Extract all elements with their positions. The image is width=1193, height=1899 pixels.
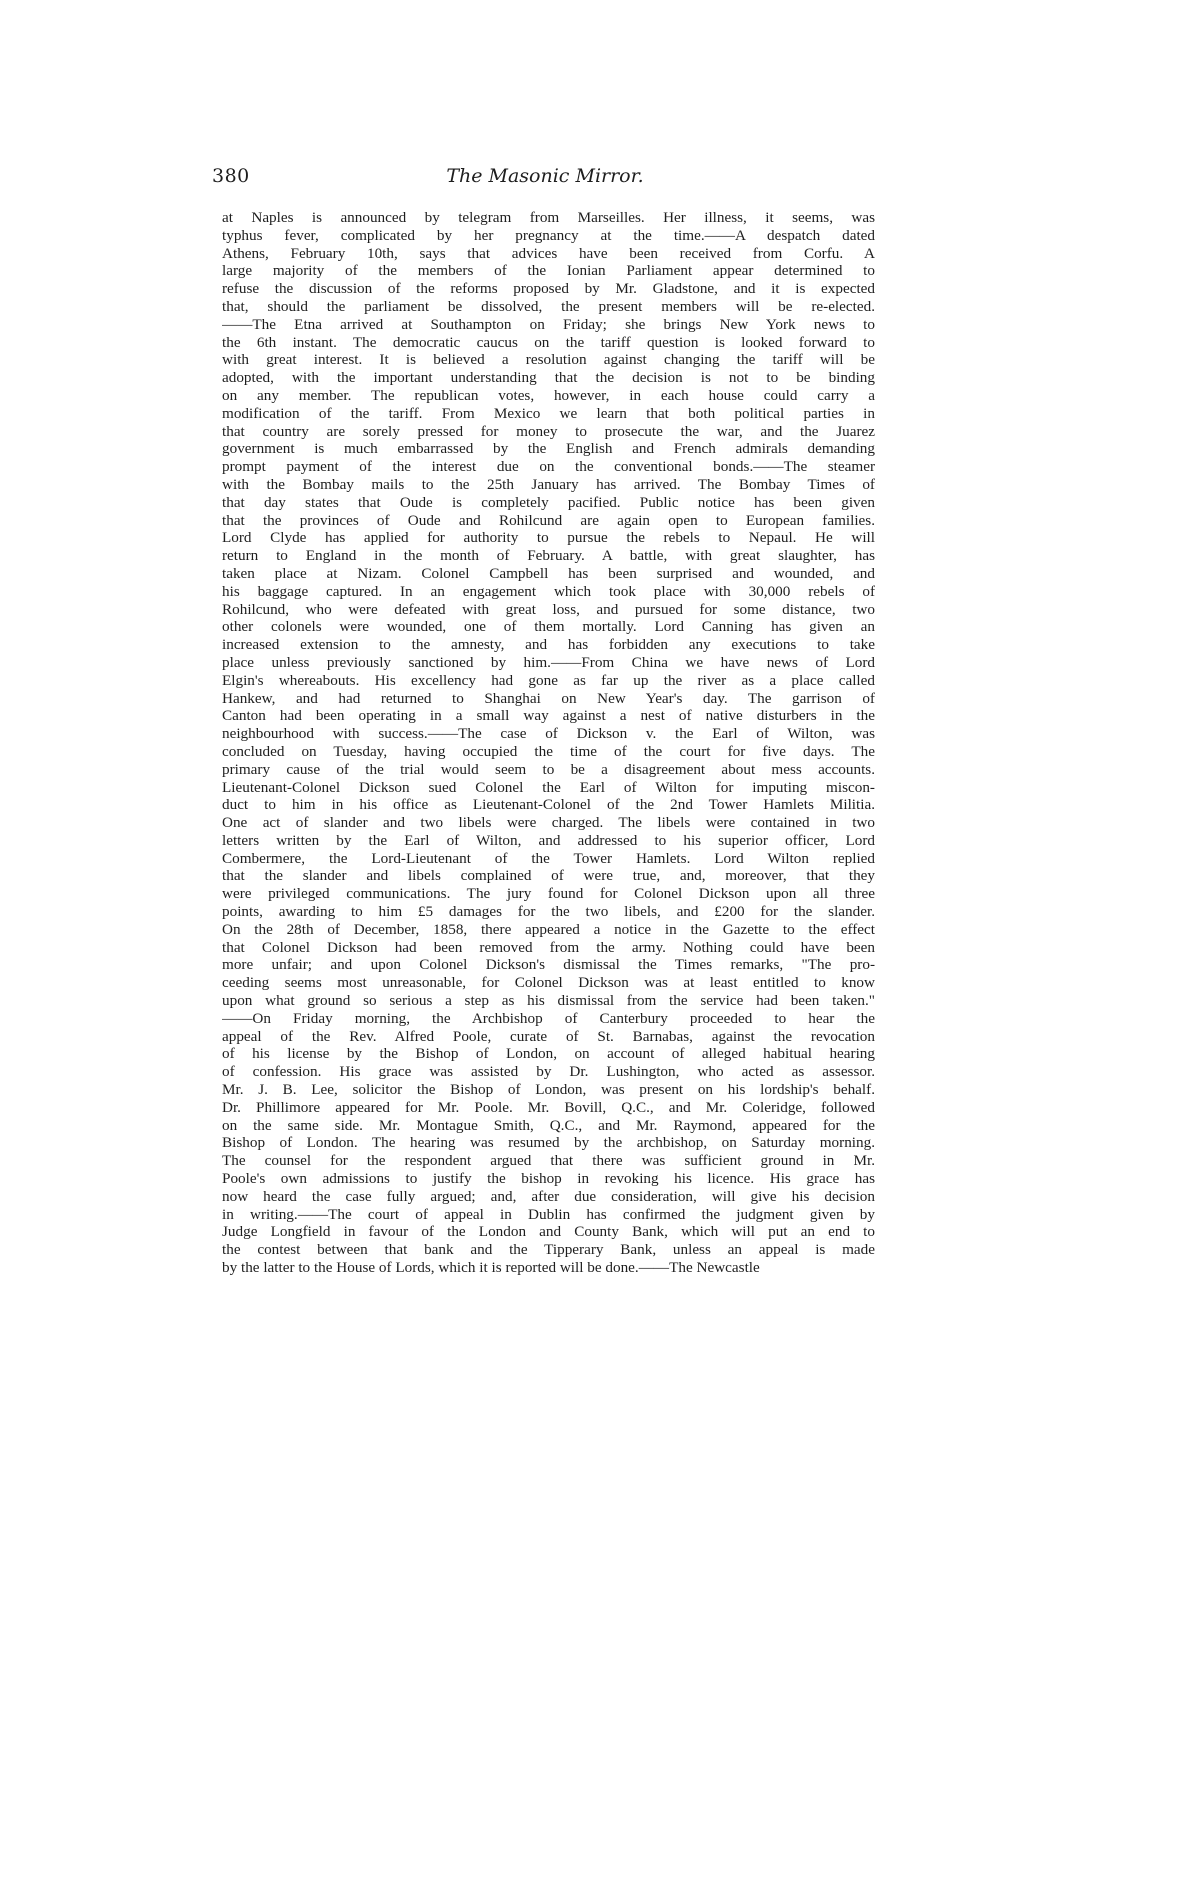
text-line: duct to him in his office as Lieutenant-Colonel of the 2nd Tower Hamlets Militia. [222,796,875,814]
text-line: that, should the parliament be dissolved, the present members will be re-elected. [222,297,875,315]
text-line: Athens, February 10th, says that advices have been received from Corfu. A [222,244,875,262]
text-line: appeal of the Rev. Alfred Poole, curate of St. Barnabas, against the revocation [222,1027,875,1045]
text-line: typhus fever, complicated by her pregnancy at the time.——A despatch dated [222,226,875,244]
text-line: that day states that Oude is completely pacified. Public notice has been given [222,493,875,511]
text-line: return to England in the month of February. A battle, with great slaughter, has [222,547,875,565]
text-line: The counsel for the respondent argued that there was sufficient ground in Mr. [222,1152,875,1170]
text-line: Lieutenant-Colonel Dickson sued Colonel the Earl of Wilton for imputing miscon- [222,778,875,796]
text-line: on any member. The republican votes, however, in each house could carry a [222,386,875,404]
text-line: the contest between that bank and the Tipperary Bank, unless an appeal is made [222,1241,875,1259]
text-line: Dr. Phillimore appeared for Mr. Poole. Mr. Bovill, Q.C., and Mr. Coleridge, followed [222,1098,875,1116]
text-line: taken place at Nizam. Colonel Campbell has been surprised and wounded, and [222,564,875,582]
text-line: more unfair; and upon Colonel Dickson's dismissal the Times remarks, "The pro- [222,956,875,974]
text-line: primary cause of the trial would seem to be a disagreement about mess accounts. [222,760,875,778]
text-line: Lord Clyde has applied for authority to pursue the rebels to Nepaul. He will [222,529,875,547]
text-line: ceeding seems most unreasonable, for Colonel Dickson was at least entitled to know [222,974,875,992]
text-line: his baggage captured. In an engagement which took place with 30,000 rebels of [222,582,875,600]
text-line: of his license by the Bishop of London, on account of alleged habitual hearing [222,1045,875,1063]
text-line: other colonels were wounded, one of them mortally. Lord Canning has given an [222,618,875,636]
running-title: The Masonic Mirror. [446,165,644,187]
page-number: 380 [212,165,250,187]
text-line: modification of the tariff. From Mexico we learn that both political parties in [222,404,875,422]
text-line: adopted, with the important understanding that the decision is not to be binding [222,369,875,387]
text-line: of confession. His grace was assisted by Dr. Lushington, who acted as assessor. [222,1063,875,1081]
text-line: Hankew, and had returned to Shanghai on New Year's day. The garrison of [222,689,875,707]
text-line: neighbourhood with success.——The case of Dickson v. the Earl of Wilton, was [222,725,875,743]
text-line: with the Bombay mails to the 25th January has arrived. The Bombay Times of [222,475,875,493]
text-line: by the latter to the House of Lords, which it is reported will be done.——The Newcastle [222,1259,760,1277]
text-line: One act of slander and two libels were charged. The libels were contained in two [222,814,875,832]
text-line: refuse the discussion of the reforms proposed by Mr. Gladstone, and it is expected [222,280,875,298]
text-line: Combermere, the Lord-Lieutenant of the Tower Hamlets. Lord Wilton replied [222,849,875,867]
text-line: that Colonel Dickson had been removed from the army. Nothing could have been [222,938,875,956]
text-line: ——The Etna arrived at Southampton on Friday; she brings New York news to [222,315,875,333]
text-line: Poole's own admissions to justify the bishop in revoking his licence. His grace has [222,1170,875,1188]
text-line: place unless previously sanctioned by him.——From China we have news of Lord [222,653,875,671]
text-line: letters written by the Earl of Wilton, and addressed to his superior officer, Lord [222,831,875,849]
article-body [222,209,875,1277]
text-line: Elgin's whereabouts. His excellency had gone as far up the river as a place called [222,671,875,689]
text-line: that the slander and libels complained of were true, and, moreover, that they [222,867,875,885]
text-line: points, awarding to him £5 damages for the two libels, and £200 for the slander. [222,903,875,921]
text-line: in writing.——The court of appeal in Dublin has confirmed the judgment given by [222,1205,875,1223]
text-line: on the same side. Mr. Montague Smith, Q.C., and Mr. Raymond, appeared for the [222,1116,875,1134]
text-line: with great interest. It is believed a resolution against changing the tariff will be [222,351,875,369]
text-line: concluded on Tuesday, having occupied the time of the court for five days. The [222,742,875,760]
text-line: Mr. J. B. Lee, solicitor the Bishop of London, was present on his lordship's behalf. [222,1081,875,1099]
text-line: Bishop of London. The hearing was resumed by the archbishop, on Saturday morning. [222,1134,875,1152]
text-line: prompt payment of the interest due on the conventional bonds.——The steamer [222,458,875,476]
text-line: were privileged communications. The jury found for Colonel Dickson upon all three [222,885,875,903]
text-line: at Naples is announced by telegram from Marseilles. Her illness, it seems, was [222,209,875,226]
text-line: that the provinces of Oude and Rohilcund are again open to European families. [222,511,875,529]
text-line: ——On Friday morning, the Archbishop of Canterbury proceeded to hear the [222,1009,875,1027]
text-line: now heard the case fully argued; and, after due consideration, will give his decision [222,1187,875,1205]
text-line: upon what ground so serious a step as his dismissal from the service had been taken." [222,992,875,1010]
text-line: Rohilcund, who were defeated with great loss, and pursued for some distance, two [222,600,875,618]
text-line: Canton had been operating in a small way against a nest of native disturbers in the [222,707,875,725]
text-line: large majority of the members of the Ionian Parliament appear determined to [222,262,875,280]
text-line: Judge Longfield in favour of the London and County Bank, which will put an end to [222,1223,875,1241]
text-line: the 6th instant. The democratic caucus on the tariff question is looked forward to [222,333,875,351]
page-header [212,165,878,195]
text-line: On the 28th of December, 1858, there appeared a notice in the Gazette to the effect [222,920,875,938]
text-line: that country are sorely pressed for money to prosecute the war, and the Juarez [222,422,875,440]
text-line: increased extension to the amnesty, and has forbidden any executions to take [222,636,875,654]
text-line: government is much embarrassed by the English and French admirals demanding [222,440,875,458]
